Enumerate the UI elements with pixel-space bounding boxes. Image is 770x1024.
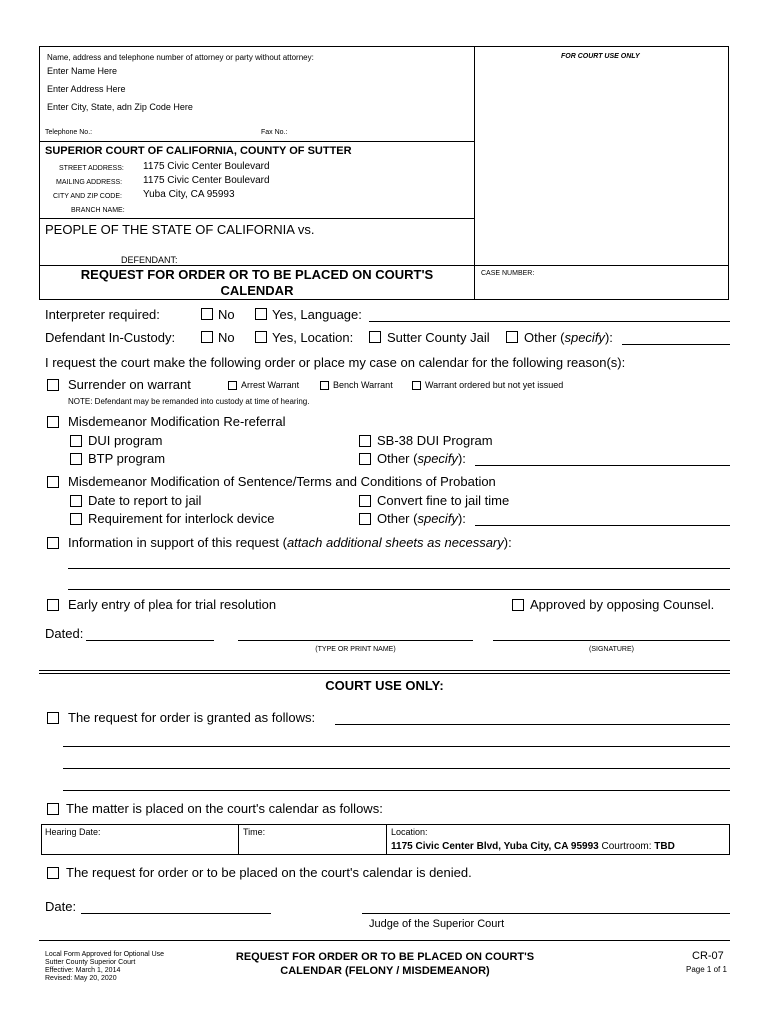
request-intro: I request the court make the following order or place my case on calendar for the following reason(s): xyxy=(45,355,626,370)
btp-program-label: BTP program xyxy=(88,451,166,466)
approved-label: Approved by opposing Counsel. xyxy=(530,597,715,612)
interpreter-no-label: No xyxy=(218,307,235,322)
court-date-label: Date: xyxy=(45,899,77,914)
custody-other-checkbox[interactable] xyxy=(506,331,518,343)
header-divider xyxy=(474,46,475,300)
footer-rule xyxy=(39,940,730,941)
custody-other-label: Other (specify): xyxy=(524,330,613,345)
street-label: STREET ADDRESS: xyxy=(59,165,124,172)
sb38-checkbox[interactable] xyxy=(359,435,371,447)
date-jail-label: Date to report to jail xyxy=(88,493,202,508)
fax-label: Fax No.: xyxy=(261,129,288,136)
hearing-table-divider-1 xyxy=(238,824,239,855)
interpreter-yes-label: Yes, Language: xyxy=(272,307,362,322)
court-date-input-line[interactable] xyxy=(81,913,271,914)
print-name-input-line[interactable] xyxy=(238,640,473,641)
address-field[interactable]: Enter Address Here xyxy=(47,84,126,94)
attorney-label: Name, address and telephone number of attorney or party without attorney: xyxy=(47,53,314,62)
denied-checkbox[interactable] xyxy=(47,867,59,879)
sutter-jail-checkbox[interactable] xyxy=(369,331,381,343)
surrender-checkbox[interactable] xyxy=(47,379,59,391)
placed-label: The matter is placed on the court's calendar as follows: xyxy=(66,801,383,816)
interpreter-label: Interpreter required: xyxy=(45,307,160,322)
sentence-other-label: Other (specify): xyxy=(377,511,466,526)
footer-approved-line1: Local Form Approved for Optional Use xyxy=(45,951,165,958)
information-input-line-2[interactable] xyxy=(68,589,730,590)
page-number: Page 1 of 1 xyxy=(686,965,727,974)
header-rule-title xyxy=(39,265,729,266)
custody-label: Defendant In-Custody: xyxy=(45,330,176,345)
court-use-rule-bottom xyxy=(39,673,730,674)
warrant-ordered-checkbox[interactable] xyxy=(412,381,421,390)
footer-revised: Revised: May 20, 2020 xyxy=(45,975,117,982)
signature-input-line[interactable] xyxy=(493,640,730,641)
bench-warrant-checkbox[interactable] xyxy=(320,381,329,390)
location-label: Location: xyxy=(391,827,428,837)
date-jail-checkbox[interactable] xyxy=(70,495,82,507)
interlock-checkbox[interactable] xyxy=(70,513,82,525)
dui-program-checkbox[interactable] xyxy=(70,435,82,447)
city-zip-value: Yuba City, CA 95993 xyxy=(143,189,235,200)
name-field[interactable]: Enter Name Here xyxy=(47,66,118,76)
court-use-rule-top xyxy=(39,670,730,671)
referral-other-checkbox[interactable] xyxy=(359,453,371,465)
mailing-label: MAILING ADDRESS: xyxy=(56,179,123,186)
placed-checkbox[interactable] xyxy=(47,803,59,815)
mailing-value: 1175 Civic Center Boulevard xyxy=(143,175,270,186)
header-rule-court xyxy=(39,141,475,142)
dated-label: Dated: xyxy=(45,626,84,641)
sutter-jail-label: Sutter County Jail xyxy=(387,330,490,345)
sentence-other-input-line[interactable] xyxy=(475,525,730,526)
convert-fine-checkbox[interactable] xyxy=(359,495,371,507)
court-use-only-label: FOR COURT USE ONLY xyxy=(561,53,640,60)
information-checkbox[interactable] xyxy=(47,537,59,549)
interpreter-yes-checkbox[interactable] xyxy=(255,308,267,320)
custody-no-label: No xyxy=(218,330,235,345)
judge-label: Judge of the Superior Court xyxy=(369,918,505,930)
sb38-label: SB-38 DUI Program xyxy=(377,433,493,448)
sentence-other-checkbox[interactable] xyxy=(359,513,371,525)
dui-program-label: DUI program xyxy=(88,433,163,448)
granted-label: The request for order is granted as follows: xyxy=(68,710,316,725)
bench-warrant-label: Bench Warrant xyxy=(333,380,393,390)
header-rule-people xyxy=(39,218,475,219)
hearing-table-divider-2 xyxy=(386,824,387,855)
time-label: Time: xyxy=(243,827,266,837)
denied-label: The request for order or to be placed on the court's calendar is denied. xyxy=(66,865,472,880)
arrest-warrant-checkbox[interactable] xyxy=(228,381,237,390)
btp-program-checkbox[interactable] xyxy=(70,453,82,465)
defendant-label: DEFENDANT: xyxy=(121,255,178,265)
misdemeanor-sentence-checkbox[interactable] xyxy=(47,476,59,488)
hearing-date-label: Hearing Date: xyxy=(45,827,101,837)
footer-title-line1: REQUEST FOR ORDER OR TO BE PLACED ON COURT'S xyxy=(235,951,535,963)
dated-input-line[interactable] xyxy=(86,640,214,641)
telephone-label: Telephone No.: xyxy=(45,129,93,136)
city-field[interactable]: Enter City, State, adn Zip Code Here xyxy=(47,102,193,112)
language-input-line[interactable] xyxy=(369,321,730,322)
interlock-label: Requirement for interlock device xyxy=(88,511,275,526)
city-zip-label: CITY AND ZIP CODE: xyxy=(53,193,122,200)
arrest-warrant-label: Arrest Warrant xyxy=(241,380,300,390)
custody-no-checkbox[interactable] xyxy=(201,331,213,343)
footer-approved-line2: Sutter County Superior Court xyxy=(45,959,136,966)
interpreter-no-checkbox[interactable] xyxy=(201,308,213,320)
information-input-line-1[interactable] xyxy=(68,568,730,569)
granted-input-line-4[interactable] xyxy=(63,790,730,791)
early-entry-checkbox[interactable] xyxy=(47,599,59,611)
footer-title-line2: CALENDAR (FELONY / MISDEMEANOR) xyxy=(280,965,490,977)
custody-yes-label: Yes, Location: xyxy=(272,330,354,345)
warrant-ordered-label: Warrant ordered but not yet issued xyxy=(425,380,564,390)
people-text: PEOPLE OF THE STATE OF CALIFORNIA vs. xyxy=(45,222,315,237)
referral-other-label: Other (specify): xyxy=(377,451,466,466)
location-value: 1175 Civic Center Blvd, Yuba City, CA 95993 Courtroom: TBD xyxy=(391,841,675,852)
street-value: 1175 Civic Center Boulevard xyxy=(143,161,270,172)
case-number-label: CASE NUMBER: xyxy=(481,270,535,277)
granted-checkbox[interactable] xyxy=(47,712,59,724)
early-entry-label: Early entry of plea for trial resolution xyxy=(68,597,277,612)
surrender-label: Surrender on warrant xyxy=(68,377,191,392)
form-number: CR-07 xyxy=(692,950,724,962)
information-label: Information in support of this request (attach additional sheets as necessary): xyxy=(68,535,512,550)
convert-fine-label: Convert fine to jail time xyxy=(377,493,510,508)
branch-label: BRANCH NAME: xyxy=(71,207,125,214)
form-title-line2: CALENDAR xyxy=(220,283,294,298)
referral-other-input-line[interactable] xyxy=(475,465,730,466)
form-title-line1: REQUEST FOR ORDER OR TO BE PLACED ON COURT'S xyxy=(80,267,434,282)
granted-input-line-3[interactable] xyxy=(63,768,730,769)
custody-other-input-line[interactable] xyxy=(622,344,730,345)
type-name-label: (TYPE OR PRINT NAME) xyxy=(315,646,396,653)
court-name: SUPERIOR COURT OF CALIFORNIA, COUNTY OF SUTTER xyxy=(45,145,352,157)
custody-yes-checkbox[interactable] xyxy=(255,331,267,343)
granted-input-line-1[interactable] xyxy=(335,724,730,725)
approved-checkbox[interactable] xyxy=(512,599,524,611)
granted-input-line-2[interactable] xyxy=(63,746,730,747)
surrender-note: NOTE: Defendant may be remanded into custody at time of hearing. xyxy=(68,397,310,406)
misdemeanor-sentence-label: Misdemeanor Modification of Sentence/Terms and Conditions of Probation xyxy=(68,474,496,489)
misdemeanor-referral-label: Misdemeanor Modification Re-referral xyxy=(68,414,286,429)
court-use-title: COURT USE ONLY: xyxy=(325,678,444,693)
footer-effective: Effective: March 1, 2014 xyxy=(45,967,121,974)
misdemeanor-referral-checkbox[interactable] xyxy=(47,416,59,428)
signature-label: (SIGNATURE) xyxy=(589,646,634,653)
judge-signature-line[interactable] xyxy=(362,913,730,914)
